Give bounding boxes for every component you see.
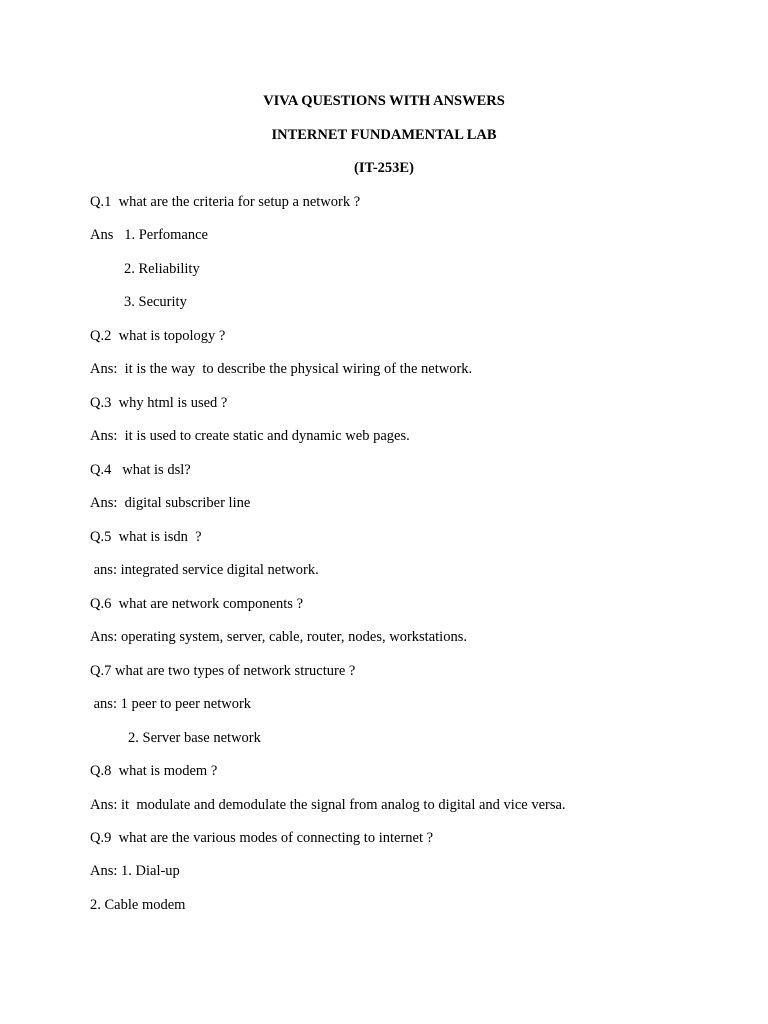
answer-1: Ans 1. Perfomance [90, 227, 208, 243]
answer-3: Ans: it is used to create static and dynamic web pages. [90, 428, 410, 444]
question-9: Q.9 what are the various modes of connecting to internet ? [90, 830, 434, 846]
question-6: Q.6 what are network components ? [90, 596, 304, 612]
answer-9-item-2: 2. Cable modem [90, 897, 186, 913]
question-3: Q.3 why html is used ? [90, 395, 228, 411]
course-code: (IT-253E) [354, 160, 414, 176]
answer-7-item-2: 2. Server base network [128, 730, 261, 746]
answer-4: Ans: digital subscriber line [90, 495, 251, 511]
question-5: Q.5 what is isdn ? [90, 529, 202, 545]
answer-1-item-3: 3. Security [124, 294, 187, 310]
question-7: Q.7 what are two types of network structure ? [90, 663, 356, 679]
document-title: VIVA QUESTIONS WITH ANSWERS [263, 93, 505, 109]
answer-2: Ans: it is the way to describe the physical wiring of the network. [90, 361, 473, 377]
answer-6: Ans: operating system, server, cable, router, nodes, workstations. [90, 629, 467, 645]
question-8: Q.8 what is modem ? [90, 763, 218, 779]
question-4: Q.4 what is dsl? [90, 462, 191, 478]
question-2: Q.2 what is topology ? [90, 328, 226, 344]
answer-9: Ans: 1. Dial-up [90, 863, 180, 879]
answer-8: Ans: it modulate and demodulate the signal from analog to digital and vice versa. [90, 797, 566, 813]
question-1: Q.1 what are the criteria for setup a network ? [90, 194, 361, 210]
lab-title: INTERNET FUNDAMENTAL LAB [271, 127, 497, 143]
answer-1-item-2: 2. Reliability [124, 261, 200, 277]
answer-7: ans: 1 peer to peer network [90, 696, 252, 712]
answer-5: ans: integrated service digital network. [90, 562, 319, 578]
